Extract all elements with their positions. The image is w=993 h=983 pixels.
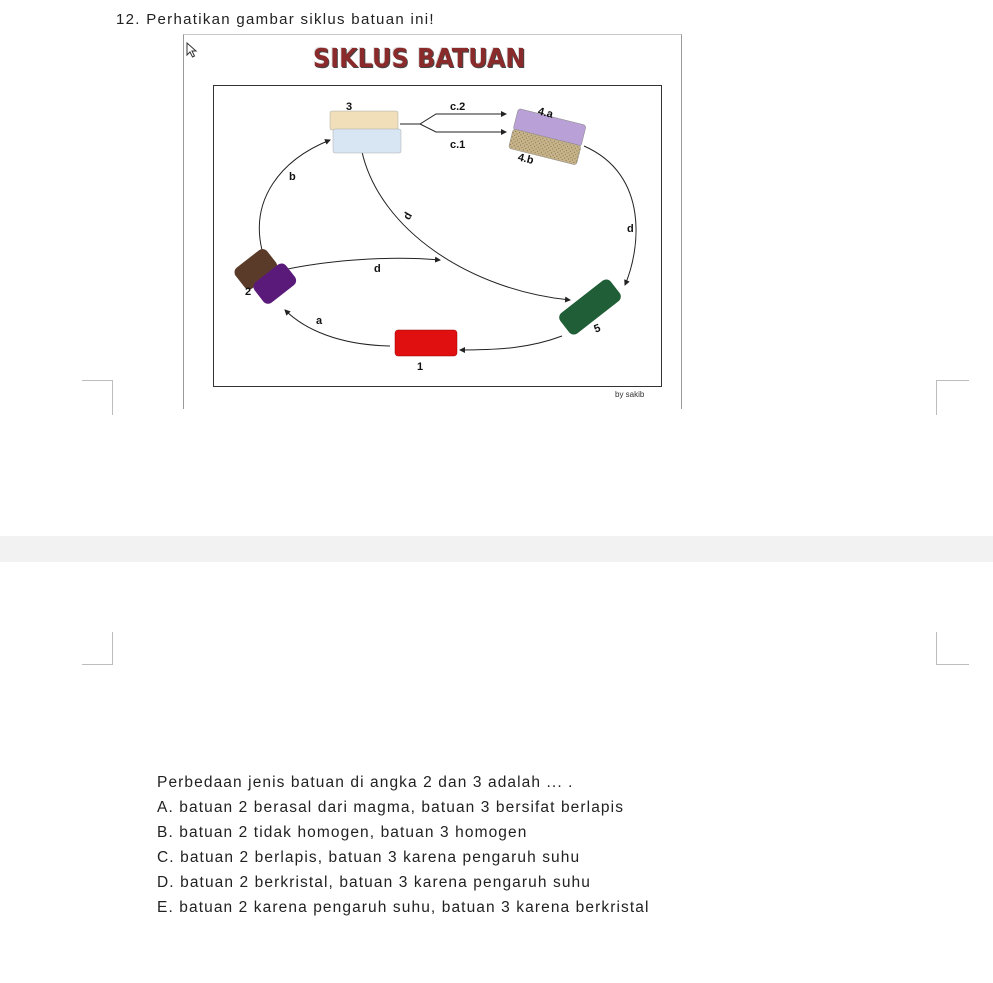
label-b: b: [289, 171, 296, 183]
rock-3: [330, 111, 401, 153]
arrow-d-diagonal: [362, 152, 570, 300]
page-break: [0, 536, 993, 562]
label-d-diagonal: d: [401, 210, 415, 223]
figure-credit: by sakib: [615, 390, 645, 399]
label-d-right: d: [627, 223, 634, 235]
option-b: B. batuan 2 tidak homogen, batuan 3 homogen: [157, 824, 528, 841]
label-4a: 4.a: [536, 105, 555, 121]
margin-mark-bottom-left: [82, 632, 113, 665]
arrow-d-right: [584, 146, 636, 285]
arrow-b: [259, 140, 330, 250]
label-d-mid: d: [374, 263, 381, 275]
question-prompt: Perbedaan jenis batuan di angka 2 dan 3 adalah ... .: [157, 774, 574, 791]
label-5: 5: [592, 322, 603, 336]
label-c1: c.1: [450, 139, 466, 151]
arrow-d-mid: [283, 258, 440, 270]
rock-1: [395, 330, 457, 356]
margin-mark-bottom-right: [936, 632, 969, 665]
label-3: 3: [346, 101, 353, 113]
margin-mark-top-left: [82, 380, 113, 415]
label-c2: c.2: [450, 101, 466, 113]
option-c: C. batuan 2 berlapis, batuan 3 karena pengaruh suhu: [157, 849, 581, 866]
option-a: A. batuan 2 berasal dari magma, batuan 3 bersifat berlapis: [157, 799, 625, 816]
figure-title: SIKLUS BATUAN: [313, 44, 526, 74]
arrow-a: [285, 310, 390, 346]
rock-5: [557, 277, 623, 337]
arrow-5-to-1: [460, 336, 562, 350]
label-4b: 4.b: [516, 151, 535, 167]
label-1: 1: [417, 361, 424, 373]
option-e: E. batuan 2 karena pengaruh suhu, batuan 3 karena berkristal: [157, 899, 650, 916]
label-a: a: [316, 315, 323, 327]
margin-mark-top-right: [936, 380, 969, 415]
arrow-c2: [400, 114, 506, 124]
question-title: 12. Perhatikan gambar siklus batuan ini!: [116, 11, 435, 28]
question-body: [157, 770, 650, 920]
option-d: D. batuan 2 berkristal, batuan 3 karena pengaruh suhu: [157, 874, 592, 891]
label-2: 2: [245, 286, 252, 298]
arrow-c1: [420, 124, 506, 132]
rock-2: [232, 243, 298, 310]
